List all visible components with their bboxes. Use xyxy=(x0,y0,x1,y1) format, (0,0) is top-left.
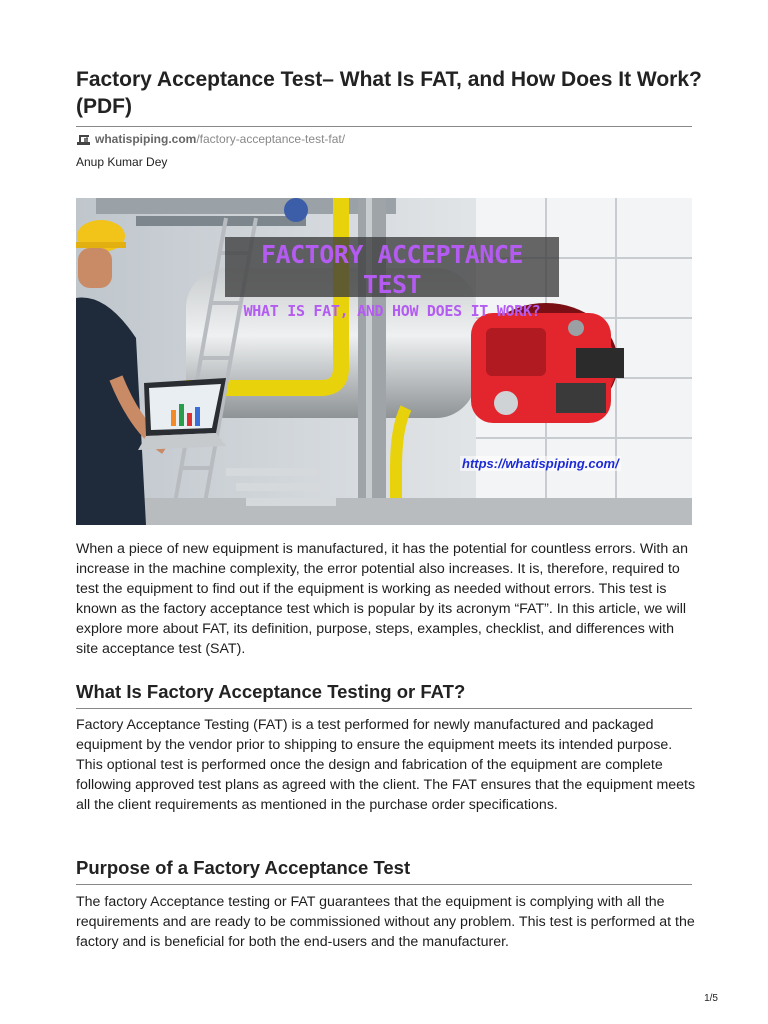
crane-icon xyxy=(76,133,91,146)
section-divider xyxy=(76,884,692,885)
hero-image xyxy=(76,198,692,525)
source-line xyxy=(76,131,345,147)
page-title: Factory Acceptance Test– What Is FAT, and How Does It Work? (PDF) xyxy=(76,68,702,118)
section-heading-purpose: Purpose of a Factory Acceptance Test xyxy=(76,857,411,878)
intro-paragraph: When a piece of new equipment is manufactured, it has the potential for countless errors. With an increase in the machine complexity, the error potential also increases. It is, therefore, required to test the equipment to find out if the equipment is working as needed without errors. This test is known as the factory acceptance test which is popular by its acronym “FAT”. In this article, we will explore more about FAT, its definition, purpose, steps, examples, checklist, and differences with site acceptance test (SAT). xyxy=(76,541,688,658)
section-paragraph-what-is-fat: Factory Acceptance Testing (FAT) is a test performed for newly manufactured and packaged equipment by the vendor prior to shipping to ensure the equipment meets its intended purpose. This optional test is performed once the design and fabrication of the equipment are complete following approved test plans as agreed with the client. The FAT ensures that the equipment meets all the client requirements as mentioned in the purchase order specifications. xyxy=(76,717,696,814)
section-paragraph-purpose: The factory Acceptance testing or FAT guarantees that the equipment is complying with all the requirements and are ready to be commissioned without any problem. This test is performed at the factory and is beneficial for both the end-users and the manufacturer. xyxy=(76,894,695,951)
section-heading-what-is-fat: What Is Factory Acceptance Testing or FAT? xyxy=(76,681,466,702)
hero-banner-title: FACTORY ACCEPTANCE TEST xyxy=(261,240,523,299)
author-name: Anup Kumar Dey xyxy=(76,155,168,169)
source-domain-link[interactable]: whatispiping.com xyxy=(95,132,197,146)
hero-banner-subtitle: WHAT IS FAT, AND HOW DOES IT WORK? xyxy=(243,302,541,320)
section-divider xyxy=(76,708,692,709)
hero-watermark-url: https://whatispiping.com/ xyxy=(462,456,619,471)
title-divider xyxy=(76,126,692,127)
page-number: 1/5 xyxy=(704,993,718,1004)
source-path-link[interactable]: /factory-acceptance-test-fat/ xyxy=(196,132,346,146)
hero-banner xyxy=(225,237,559,320)
